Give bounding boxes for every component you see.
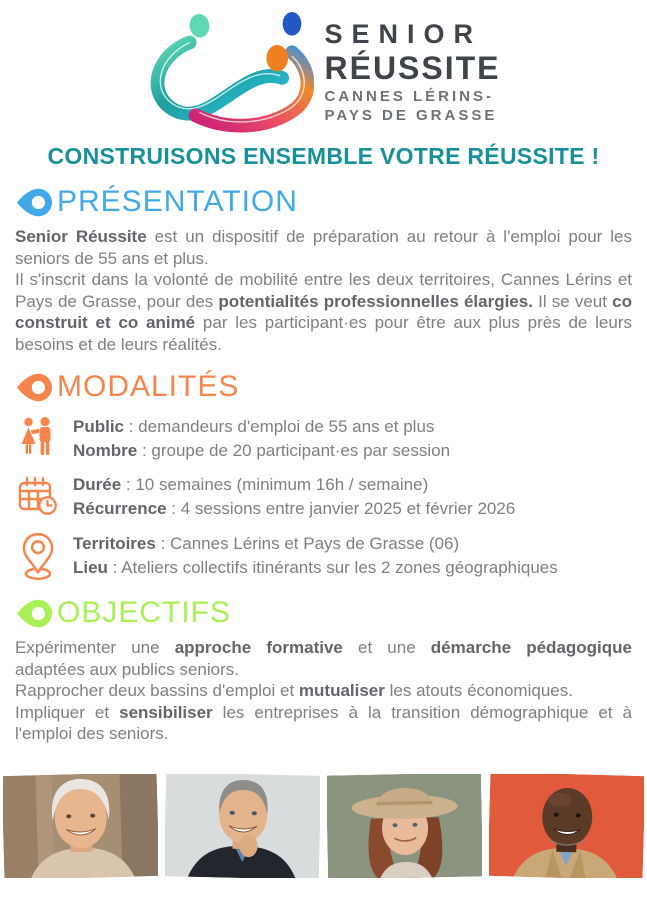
- logo-text: [324, 20, 500, 124]
- logo-subtitle-line2: PAYS DE GRASSE: [324, 106, 498, 124]
- objectifs-paragraph: Expérimenter une approche formative et une démarche pédagogique adaptées aux publics seniors.: [15, 638, 632, 679]
- logo-subtitle-line1: CANNES LÉRINS-: [324, 87, 494, 105]
- section-label: OBJECTIFS: [57, 596, 232, 629]
- modalites-item-territoires: [15, 531, 632, 581]
- modalites-item-public: [15, 415, 632, 463]
- modalites-line-nombre: Nombre : groupe de 20 participant·es par session: [73, 441, 451, 460]
- logo-people-swirl-icon: [146, 11, 314, 133]
- photo-senior-woman-hat: [327, 774, 482, 878]
- logo-title-reussite: RÉUSSITE: [324, 50, 501, 87]
- photo-senior-man-suit: [165, 774, 320, 878]
- section-heading-objectifs: [15, 595, 632, 631]
- section-label: MODALITÉS: [57, 370, 240, 403]
- left-pin-icon: [15, 597, 55, 630]
- modalites-line-recurrence: Récurrence : 4 sessions entre janvier 2025 et février 2026: [73, 499, 516, 518]
- modalites-line-territoires: Territoires : Cannes Lérins et Pays de Grasse (06): [73, 534, 460, 553]
- location-pin-icon: [15, 531, 61, 581]
- photo-senior-man-beige-jacket: [489, 774, 644, 878]
- section-heading-modalites: [15, 369, 632, 405]
- modalites-line-public: Public : demandeurs d'emploi de 55 ans et plus: [73, 417, 435, 436]
- modalites-line-duree: Durée : 10 semaines (minimum 16h / semaine): [73, 475, 429, 494]
- photo-senior-woman-white-hair: [3, 774, 158, 878]
- section-label: PRÉSENTATION: [57, 185, 298, 218]
- section-heading-presentation: [15, 184, 632, 220]
- objectifs-paragraph: Impliquer et sensibiliser les entreprises à la transition démographique et à l'emploi des seniors.: [15, 702, 632, 743]
- calendar-clock-icon: [15, 474, 61, 520]
- logo: [15, 10, 632, 134]
- modalites-line-lieu: Lieu : Ateliers collectifs itinérants sur les 2 zones géographiques: [73, 558, 558, 577]
- left-pin-icon: [15, 371, 55, 404]
- presentation-paragraph: Il s'inscrit dans la volonté de mobilité entre les deux territoires, Cannes Lérins et Pays de Grasse, pour des potentialités professionnelles élargies. Il se veut co construit et co animé par les participant·es pour être aux plus près de leurs besoins et de leurs réalités.: [15, 270, 632, 354]
- couple-icon: [15, 417, 61, 461]
- objectifs-paragraph: Rapprocher deux bassins d'emploi et mutualiser les atouts économiques.: [15, 681, 573, 700]
- page-title: CONSTRUISONS ENSEMBLE VOTRE RÉUSSITE !: [47, 143, 600, 169]
- presentation-paragraph: Senior Réussite est un dispositif de préparation au retour à l'emploi pour les seniors de 55 ans et plus.: [15, 227, 632, 268]
- photo-strip: [0, 774, 647, 878]
- left-pin-icon: [15, 186, 55, 219]
- logo-title-senior: SENIOR: [324, 18, 483, 49]
- modalites-item-duree: [15, 473, 632, 521]
